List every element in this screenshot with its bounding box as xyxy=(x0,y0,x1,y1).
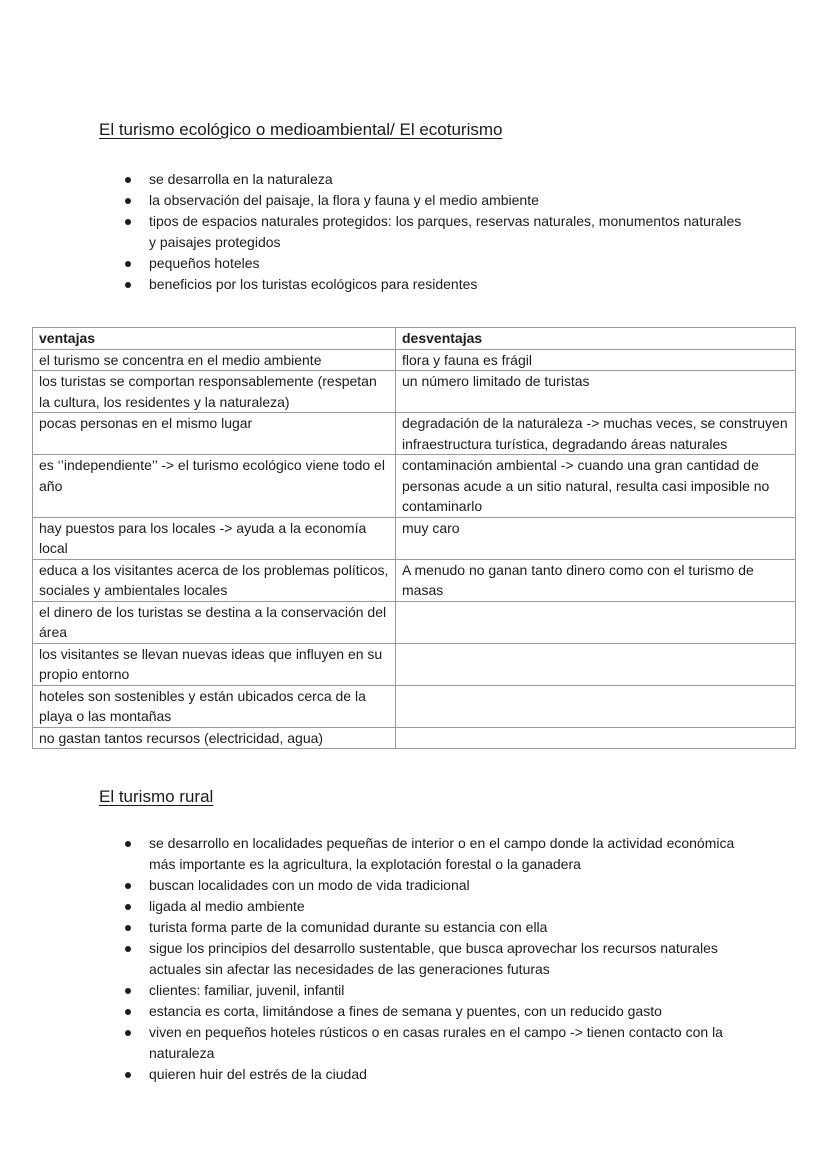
cell-ventaja: los visitantes se llevan nuevas ideas que influyen en su propio entorno xyxy=(33,643,396,685)
table-row xyxy=(33,349,796,371)
header-ventajas: ventajas xyxy=(33,328,396,350)
table-header-row xyxy=(33,328,796,350)
cell-ventaja: el dinero de los turistas se destina a la conservación del área xyxy=(33,601,396,643)
table-row xyxy=(33,371,796,413)
cell-ventaja: es ‘’independiente’’ -> el turismo ecológico viene todo el año xyxy=(33,455,396,518)
cell-desventaja: degradación de la naturaleza -> muchas veces, se construyen infraestructura turística, degradando áreas naturales xyxy=(396,413,796,455)
table-row xyxy=(33,685,796,727)
table-row xyxy=(33,559,796,601)
section-title-turismo-rural: El turismo rural xyxy=(99,787,214,806)
list-item: ligada al medio ambiente xyxy=(124,896,744,917)
list-item: pequeños hoteles xyxy=(124,253,744,274)
list-item: sigue los principios del desarrollo sustentable, que busca aprovechar los recursos naturales actuales sin afectar las necesidades de las generaciones futuras xyxy=(124,938,744,980)
table-row xyxy=(33,601,796,643)
cell-desventaja xyxy=(396,643,796,685)
table-row xyxy=(33,517,796,559)
list-item: se desarrollo en localidades pequeñas de interior o en el campo donde la actividad económica más importante es la agricultura, la explotación forestal o la ganadera xyxy=(124,833,744,875)
list-item: buscan localidades con un modo de vida tradicional xyxy=(124,875,744,896)
cell-ventaja: hoteles son sostenibles y están ubicados cerca de la playa o las montañas xyxy=(33,685,396,727)
cell-desventaja xyxy=(396,685,796,727)
turismo-rural-bullet-list xyxy=(124,833,744,1085)
cell-ventaja: educa a los visitantes acerca de los problemas políticos, sociales y ambientales locales xyxy=(33,559,396,601)
cell-ventaja: no gastan tantos recursos (electricidad, agua) xyxy=(33,727,396,749)
cell-ventaja: hay puestos para los locales -> ayuda a la economía local xyxy=(33,517,396,559)
table-row xyxy=(33,727,796,749)
table-row xyxy=(33,455,796,518)
list-item: tipos de espacios naturales protegidos: los parques, reservas naturales, monumentos naturales y paisajes protegidos xyxy=(124,211,744,253)
list-item: estancia es corta, limitándose a fines de semana y puentes, con un reducido gasto xyxy=(124,1001,744,1022)
list-item: quieren huir del estrés de la ciudad xyxy=(124,1064,744,1085)
list-item: clientes: familiar, juvenil, infantil xyxy=(124,980,744,1001)
pros-cons-table xyxy=(32,327,796,749)
list-item: beneficios por los turistas ecológicos para residentes xyxy=(124,274,744,295)
cell-desventaja xyxy=(396,601,796,643)
list-item: viven en pequeños hoteles rústicos o en casas rurales en el campo -> tienen contacto con la naturaleza xyxy=(124,1022,744,1064)
section-title-ecoturismo: El turismo ecológico o medioambiental/ El ecoturismo xyxy=(99,120,503,139)
list-item: se desarrolla en la naturaleza xyxy=(124,169,744,190)
cell-ventaja: el turismo se concentra en el medio ambiente xyxy=(33,349,396,371)
cell-ventaja: los turistas se comportan responsablemente (respetan la cultura, los residentes y la naturaleza) xyxy=(33,371,396,413)
cell-desventaja: contaminación ambiental -> cuando una gran cantidad de personas acude a un sitio natural, resulta casi imposible no contaminarlo xyxy=(396,455,796,518)
cell-desventaja xyxy=(396,727,796,749)
cell-desventaja: A menudo no ganan tanto dinero como con el turismo de masas xyxy=(396,559,796,601)
table-row xyxy=(33,643,796,685)
table-row xyxy=(33,413,796,455)
list-item: turista forma parte de la comunidad durante su estancia con ella xyxy=(124,917,744,938)
ecoturismo-bullet-list xyxy=(124,169,744,295)
cell-desventaja: flora y fauna es frágil xyxy=(396,349,796,371)
cell-desventaja: un número limitado de turistas xyxy=(396,371,796,413)
cell-ventaja: pocas personas en el mismo lugar xyxy=(33,413,396,455)
cell-desventaja: muy caro xyxy=(396,517,796,559)
list-item: la observación del paisaje, la flora y fauna y el medio ambiente xyxy=(124,190,744,211)
header-desventajas: desventajas xyxy=(396,328,796,350)
